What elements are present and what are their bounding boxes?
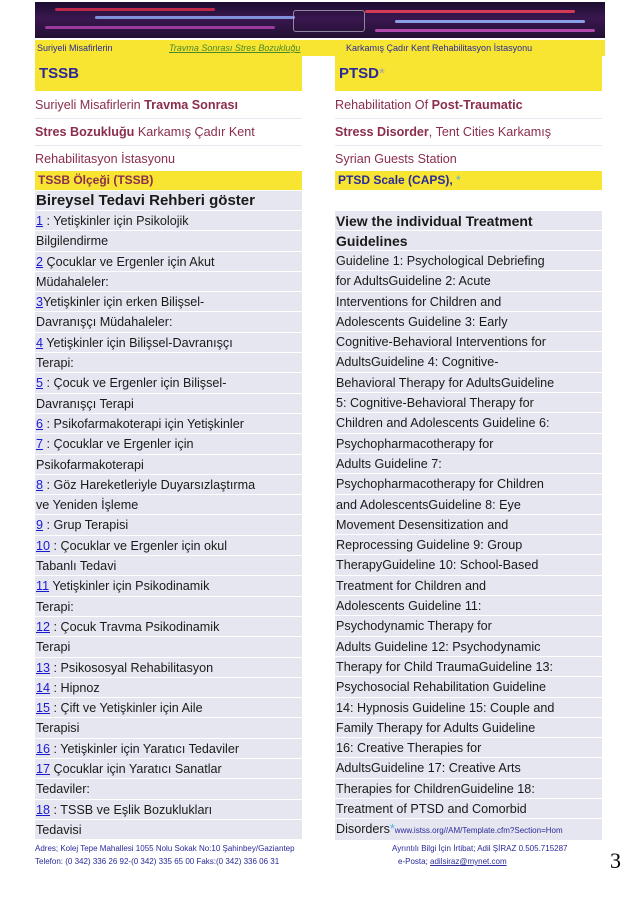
guideline-text: ve Yeniden İşleme — [36, 498, 139, 513]
right-desc-line — [335, 92, 602, 119]
right-guide-row: Therapy for Child TraumaGuideline 13: — [335, 657, 602, 677]
guideline-text: : TSSB ve Eşlik Bozuklukları — [50, 802, 213, 817]
banner-streak — [55, 8, 215, 11]
banner-streak — [395, 20, 585, 23]
left-guide-row — [35, 718, 302, 738]
right-desc-line — [335, 119, 602, 146]
right-guide-row: AdultsGuideline 4: Cognitive- — [335, 352, 602, 372]
banner-logo — [293, 10, 365, 32]
guideline-link[interactable]: 15 — [36, 701, 51, 716]
right-guide-row: Guideline 1: Psychological Debriefing — [335, 251, 602, 271]
guideline-text: Müdahaleler: — [36, 274, 109, 289]
desc-bold: Stres Bozukluğu — [35, 125, 135, 139]
guideline-text: : Göz Hareketleriyle Duyarsızlaştırma — [43, 477, 256, 492]
guideline-link[interactable]: 16 — [36, 741, 51, 756]
guideline-text: Tabanlı Tedavi — [36, 559, 117, 574]
strip-middle-link[interactable]: Travma Sonrası Stres Bozukluğu — [169, 43, 301, 53]
left-description — [35, 92, 302, 170]
guideline-text: Yetişkinler için erken Bilişsel- — [43, 295, 205, 310]
email-label: e-Posta; — [398, 857, 431, 866]
guideline-text: Bilgilendirme — [36, 234, 109, 249]
guideline-link[interactable]: 2 — [36, 254, 44, 269]
desc-text: Karkamış Çadır Kent — [134, 125, 255, 139]
guideline-text: Davranışçı Terapi — [36, 396, 134, 411]
guideline-link[interactable]: 18 — [36, 802, 51, 817]
left-guide-row — [35, 820, 302, 840]
right-guide-row: Family Therapy for Adults Guideline — [335, 718, 602, 738]
footer-contact-line: Ayrıntılı Bilgi İçin İrtibat; Adil ŞİRAZ 0.505.715287 — [392, 844, 568, 853]
left-guide-row — [35, 637, 302, 657]
page-number: 3 — [610, 848, 621, 873]
guideline-text: Terapi: — [36, 356, 74, 371]
guideline-link[interactable]: 14 — [36, 680, 51, 695]
guideline-text: Terapi — [36, 640, 71, 655]
desc-bold: Stress Disorder — [335, 125, 429, 139]
guideline-text: : Çocuklar ve Ergenler için — [43, 437, 194, 452]
right-title-star: * — [379, 65, 385, 82]
right-guide-row: Movement Desensitization and — [335, 515, 602, 535]
guideline-link[interactable]: 9 — [36, 518, 44, 533]
footer-email-line — [392, 855, 568, 868]
footer-address-line: Adres; Kolej Tepe Mahallesi 1055 Nolu Sokak No:10 Şahinbey/Gaziantep — [35, 844, 295, 853]
left-guide-row — [35, 252, 302, 272]
right-guide-row: Children and Adolescents Guideline 6: — [335, 413, 602, 433]
guideline-text: Tedaviler: — [36, 782, 90, 797]
right-scale-label — [335, 171, 602, 190]
guideline-text: Yetişkinler için Psikodinamik — [49, 579, 210, 594]
guideline-text: Terapi: — [36, 599, 74, 614]
footer-address — [35, 842, 295, 868]
right-desc-line — [335, 146, 602, 173]
right-guide-row: Adults Guideline 12: Psychodynamic — [335, 637, 602, 657]
guideline-text: Psikofarmakoterapi — [36, 457, 144, 472]
left-desc-line — [35, 119, 302, 146]
guideline-text: : Hipnoz — [50, 680, 100, 695]
right-guide-heading-1: View the individual Treatment — [335, 211, 602, 231]
guideline-link[interactable]: 5 — [36, 376, 44, 391]
scale-text: TSSB Ölçeği (TSSB) — [38, 173, 154, 187]
right-guide-row: Reprocessing Guideline 9: Group — [335, 535, 602, 555]
left-guide-row — [35, 800, 302, 820]
istss-link[interactable]: www.istss.org//AM/Template.cfm?Section=Hom — [394, 826, 563, 836]
right-last-row — [335, 819, 602, 841]
left-guide-row — [35, 597, 302, 617]
left-guide-row — [35, 394, 302, 414]
right-guide-row: TherapyGuideline 10: School-Based — [335, 555, 602, 575]
left-guide-heading: Bireysel Tedavi Rehberi göster — [35, 191, 302, 211]
left-desc-line — [35, 146, 302, 173]
guideline-link[interactable]: 1 — [36, 214, 44, 228]
right-guide-heading-2: Guidelines — [335, 231, 602, 251]
right-guide-row: Behavioral Therapy for AdultsGuideline — [335, 373, 602, 393]
desc-bold: Travma Sonrası — [144, 98, 238, 112]
banner-streak — [365, 10, 575, 13]
guideline-link[interactable]: 12 — [36, 619, 51, 634]
desc-text: , Tent Cities Karkamış — [428, 125, 552, 139]
left-guide-row — [35, 759, 302, 779]
right-guide-row: 14: Hypnosis Guideline 15: Couple and — [335, 698, 602, 718]
left-guide-row — [35, 515, 302, 535]
footer-phone-line: Telefon: (0 342) 336 26 92-(0 342) 335 65 00 Faks:(0 342) 336 06 31 — [35, 857, 280, 866]
guideline-link[interactable]: 10 — [36, 538, 51, 553]
left-guideline-list — [35, 191, 302, 840]
left-guide-row — [35, 312, 302, 332]
guideline-text: : Yetişkinler için Yaratıcı Tedaviler — [50, 741, 240, 756]
right-guide-row: Treatment for Children and — [335, 576, 602, 596]
guideline-link[interactable]: 11 — [36, 579, 50, 594]
banner-streak — [95, 16, 295, 19]
left-guide-row — [35, 292, 302, 312]
left-guide-row — [35, 576, 302, 596]
strip-left-text: Suriyeli Misafirlerin — [37, 43, 113, 53]
left-guide-row — [35, 211, 302, 231]
guideline-text: Davranışçı Müdahaleler: — [36, 315, 173, 330]
left-title-box — [35, 56, 302, 91]
guideline-text: Tedavisi — [36, 822, 82, 837]
left-guide-row — [35, 698, 302, 718]
right-guide-row: Interventions for Children and — [335, 292, 602, 312]
right-guide-row: Adolescents Guideline 3: Early — [335, 312, 602, 332]
guideline-link[interactable]: 3 — [36, 295, 44, 310]
guideline-link[interactable]: 13 — [36, 660, 51, 675]
left-desc-line — [35, 92, 302, 119]
banner-streak — [375, 29, 595, 32]
guideline-link[interactable]: 6 — [36, 416, 44, 431]
left-guide-row — [35, 536, 302, 556]
left-scale-label — [35, 171, 302, 190]
left-guide-row — [35, 617, 302, 637]
left-guide-row — [35, 658, 302, 678]
guideline-link[interactable]: 8 — [36, 477, 44, 492]
guideline-text: : Çocuk Travma Psikodinamik — [50, 619, 220, 634]
guideline-text: Çocuklar için Yaratıcı Sanatlar — [50, 762, 222, 777]
left-guide-row — [35, 495, 302, 515]
guideline-text: : Psikososyal Rehabilitasyon — [50, 660, 214, 675]
left-guide-row — [35, 373, 302, 393]
left-guide-row — [35, 333, 302, 353]
right-guide-row: 16: Creative Therapies for — [335, 738, 602, 758]
last-row-star: * — [389, 822, 395, 837]
header-banner — [35, 2, 605, 38]
left-guide-row — [35, 779, 302, 799]
right-title-box — [335, 56, 602, 91]
right-guide-row: Psychodynamic Therapy for — [335, 616, 602, 636]
email-link[interactable]: adilsiraz@mynet.com — [430, 857, 507, 866]
guideline-text: Yetişkinler için Bilişsel-Davranışçı — [43, 335, 233, 350]
desc-text: Rehabilitasyon İstasyonu — [35, 152, 176, 166]
right-guide-row: Therapies for ChildrenGuideline 18: — [335, 779, 602, 799]
left-guide-row — [35, 678, 302, 698]
scale-text: PTSD Scale (CAPS), — [338, 173, 457, 187]
right-guide-row: and AdolescentsGuideline 8: Eye — [335, 495, 602, 515]
guideline-link[interactable]: 17 — [36, 762, 51, 777]
right-guide-row: Psychopharmacotherapy for — [335, 434, 602, 454]
left-guide-row — [35, 414, 302, 434]
left-rows — [35, 211, 302, 840]
guideline-text: Çocuklar ve Ergenler için Akut — [43, 254, 215, 269]
guideline-link[interactable]: 7 — [36, 437, 44, 452]
guideline-text: : Psikofarmakoterapi için Yetişkinler — [43, 416, 244, 431]
guideline-text: : Çift ve Yetişkinler için Aile — [50, 701, 203, 716]
banner-streak — [45, 26, 275, 29]
right-guideline-list — [335, 211, 602, 841]
desc-text: Rehabilitation Of — [335, 98, 432, 112]
left-guide-row — [35, 455, 302, 475]
guideline-text: : Çocuk ve Ergenler için Bilişsel- — [43, 376, 227, 391]
last-row-text: Disorders — [336, 822, 390, 837]
guideline-text: : Yetişkinler için Psikolojik — [43, 214, 189, 228]
right-guide-row: 5: Cognitive-Behavioral Therapy for — [335, 393, 602, 413]
right-guide-row: Adults Guideline 7: — [335, 454, 602, 474]
guideline-link[interactable]: 4 — [36, 335, 44, 350]
right-title: PTSD — [339, 65, 380, 82]
right-description — [335, 92, 602, 170]
left-guide-row — [35, 434, 302, 454]
header-strip — [35, 40, 605, 56]
right-guide-row: Treatment of PTSD and Comorbid — [335, 799, 602, 819]
strip-right-text: Karkamış Çadır Kent Rehabilitasyon İstasyonu — [346, 43, 533, 53]
right-guide-row: Cognitive-Behavioral Interventions for — [335, 332, 602, 352]
desc-text: Suriyeli Misafirlerin — [35, 98, 145, 112]
left-guide-row — [35, 556, 302, 576]
left-guide-row — [35, 231, 302, 251]
footer-contact — [392, 842, 568, 868]
left-guide-row — [35, 475, 302, 495]
desc-bold: Post-Traumatic — [431, 98, 523, 112]
right-guide-row: AdultsGuideline 17: Creative Arts — [335, 758, 602, 778]
left-guide-row — [35, 353, 302, 373]
scale-star: * — [456, 173, 461, 187]
desc-text: Syrian Guests Station — [335, 152, 457, 166]
right-guide-row: Adolescents Guideline 11: — [335, 596, 602, 616]
guideline-text: : Çocuklar ve Ergenler için okul — [50, 538, 228, 553]
right-guide-row: Psychopharmacotherapy for Children — [335, 474, 602, 494]
right-rows — [335, 251, 602, 819]
left-guide-row — [35, 272, 302, 292]
right-guide-row: for AdultsGuideline 2: Acute — [335, 271, 602, 291]
right-guide-row: Psychosocial Rehabilitation Guideline — [335, 677, 602, 697]
left-title: TSSB — [39, 65, 80, 82]
guideline-text: Terapisi — [36, 721, 80, 736]
guideline-text: : Grup Terapisi — [43, 518, 129, 533]
left-guide-row — [35, 739, 302, 759]
